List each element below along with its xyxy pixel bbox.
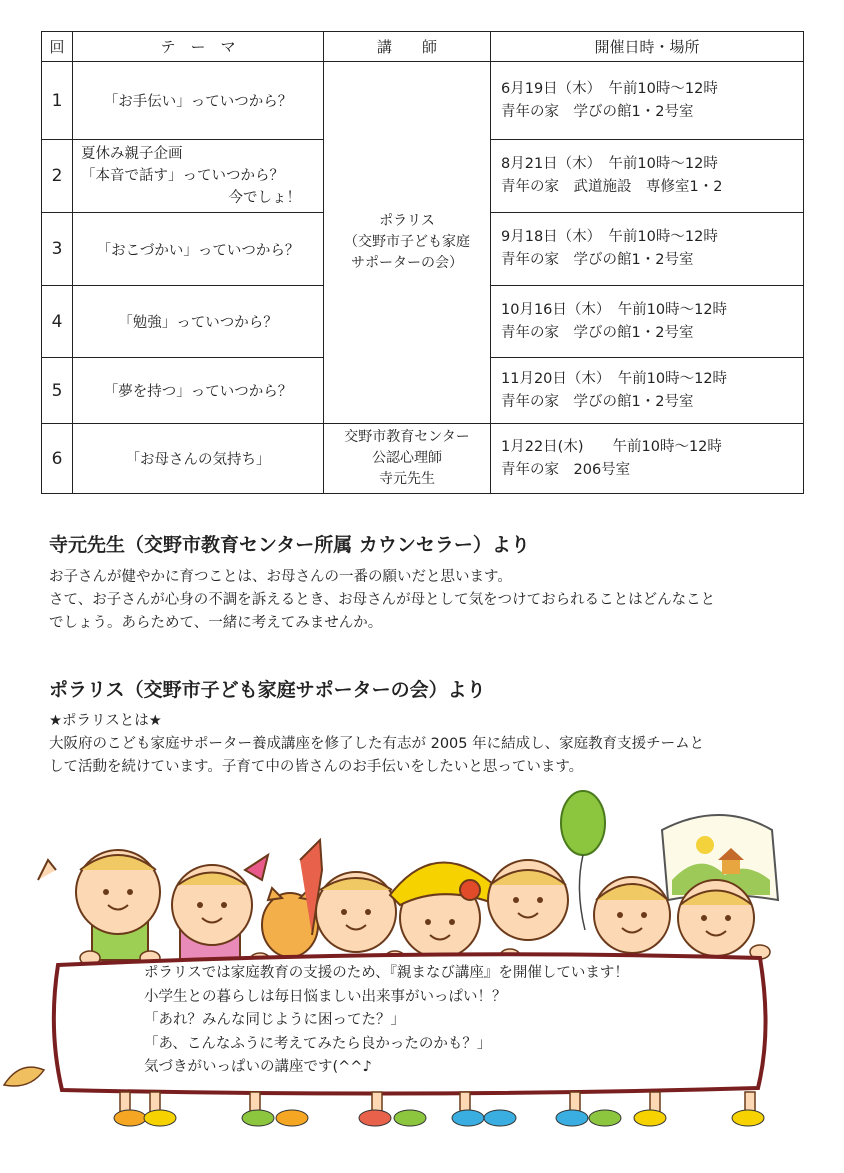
polaris-heading: ポラリス（交野市子ども家庭サポーターの会）より: [49, 679, 486, 701]
polaris-message: ★ポラリスとは★ 大阪府のこども家庭サポーター養成講座を修了した有志が 2005 年に結成し、家庭教育支援チームと して活動を続けています。子育て中の皆さんのお手伝いをしたいと思っています。: [49, 713, 705, 775]
session-number: 1: [42, 62, 73, 140]
session-date: 6月19日（木） 午前10時～12時: [501, 80, 718, 97]
table-header-row: [42, 32, 804, 62]
session-theme: 「夢を持つ」っていつから？: [73, 358, 324, 424]
session-date: 10月16日（木） 午前10時～12時: [501, 301, 728, 318]
session-theme: 「お母さんの気持ち」: [73, 424, 324, 494]
kid-6: [594, 877, 670, 953]
session-theme: 夏休み親子企画 「本音で話す」っていつから？ 今でしょ！: [73, 140, 324, 213]
header-date-place: 開催日時・場所: [491, 32, 804, 62]
kid-7: [678, 880, 754, 956]
session-place: 青年の家 武道施設 専修室1・2: [501, 179, 723, 195]
session-theme: 「お手伝い」っていつから？: [73, 62, 324, 140]
session-number: 5: [42, 358, 73, 424]
header-theme: テ ー マ: [73, 32, 324, 62]
kid-1: [38, 850, 160, 960]
session-number: 6: [42, 424, 73, 494]
table-row: [42, 62, 804, 140]
shoes: [114, 1110, 764, 1126]
session-date: 1月22日(木) 午前10時～12時: [501, 438, 722, 455]
session-number: 2: [42, 140, 73, 213]
session-date-place: [491, 424, 804, 494]
session-date-place: [491, 358, 804, 424]
session-date: 9月18日（木） 午前10時～12時: [501, 229, 718, 245]
kid-4-with-hat: [390, 863, 505, 959]
session-theme: 「おこづかい」っていつから？: [73, 213, 324, 286]
kid-2: [172, 855, 268, 960]
lecturer-teramoto: 交野市教育センター 公認心理師 寺元先生: [324, 424, 491, 494]
teramoto-heading: 寺元先生（交野市教育センター所属 カウンセラー）より: [49, 534, 530, 556]
banner-message: ポラリスでは家庭教育の支援のため、『親まなび講座』を開催しています！ 小学生との暮らしは毎日悩ましい出来事がいっぱい！？ 「あれ？みんな同じように困ってた？」 「あ、こんなふうに考えてみたら良かったのかも？」 気づきがいっぱいの講座です(^^♪: [144, 965, 629, 1075]
session-number: 4: [42, 286, 73, 358]
session-date: 8月21日（木） 午前10時～12時: [501, 156, 718, 172]
session-place: 青年の家 206号室: [501, 461, 631, 478]
session-place: 青年の家 学びの館1・2号室: [501, 103, 694, 120]
schedule-table: [41, 31, 804, 494]
session-date-place: [491, 140, 804, 213]
session-theme: 「勉強」っていつから？: [73, 286, 324, 358]
header-lecturer: 講 師: [324, 32, 491, 62]
session-place: 青年の家 学びの館1・2号室: [501, 324, 694, 341]
header-number: 回: [42, 32, 73, 62]
kid-5: [488, 860, 568, 940]
table-row: [42, 424, 804, 494]
session-date-place: [491, 286, 804, 358]
lecturer-polaris: ポラリス （交野市子ども家庭 サポーターの会）: [324, 62, 491, 424]
session-date: 11月20日（木） 午前10時～12時: [501, 370, 728, 387]
session-date-place: [491, 62, 804, 140]
session-place: 青年の家 学びの館1・2号室: [501, 252, 694, 268]
session-date-place: [491, 213, 804, 286]
leaf-icon: [4, 1067, 44, 1086]
session-number: 3: [42, 213, 73, 286]
session-place: 青年の家 学びの館1・2号室: [501, 393, 694, 410]
teramoto-message: お子さんが健やかに育つことは、お母さんの一番の願いだと思います。 さて、お子さんが心身の不調を訴えるとき、お母さんが母として気をつけておられることはどんなこと でしょう。あらためて、一緒に考えてみませんか。: [49, 569, 716, 631]
